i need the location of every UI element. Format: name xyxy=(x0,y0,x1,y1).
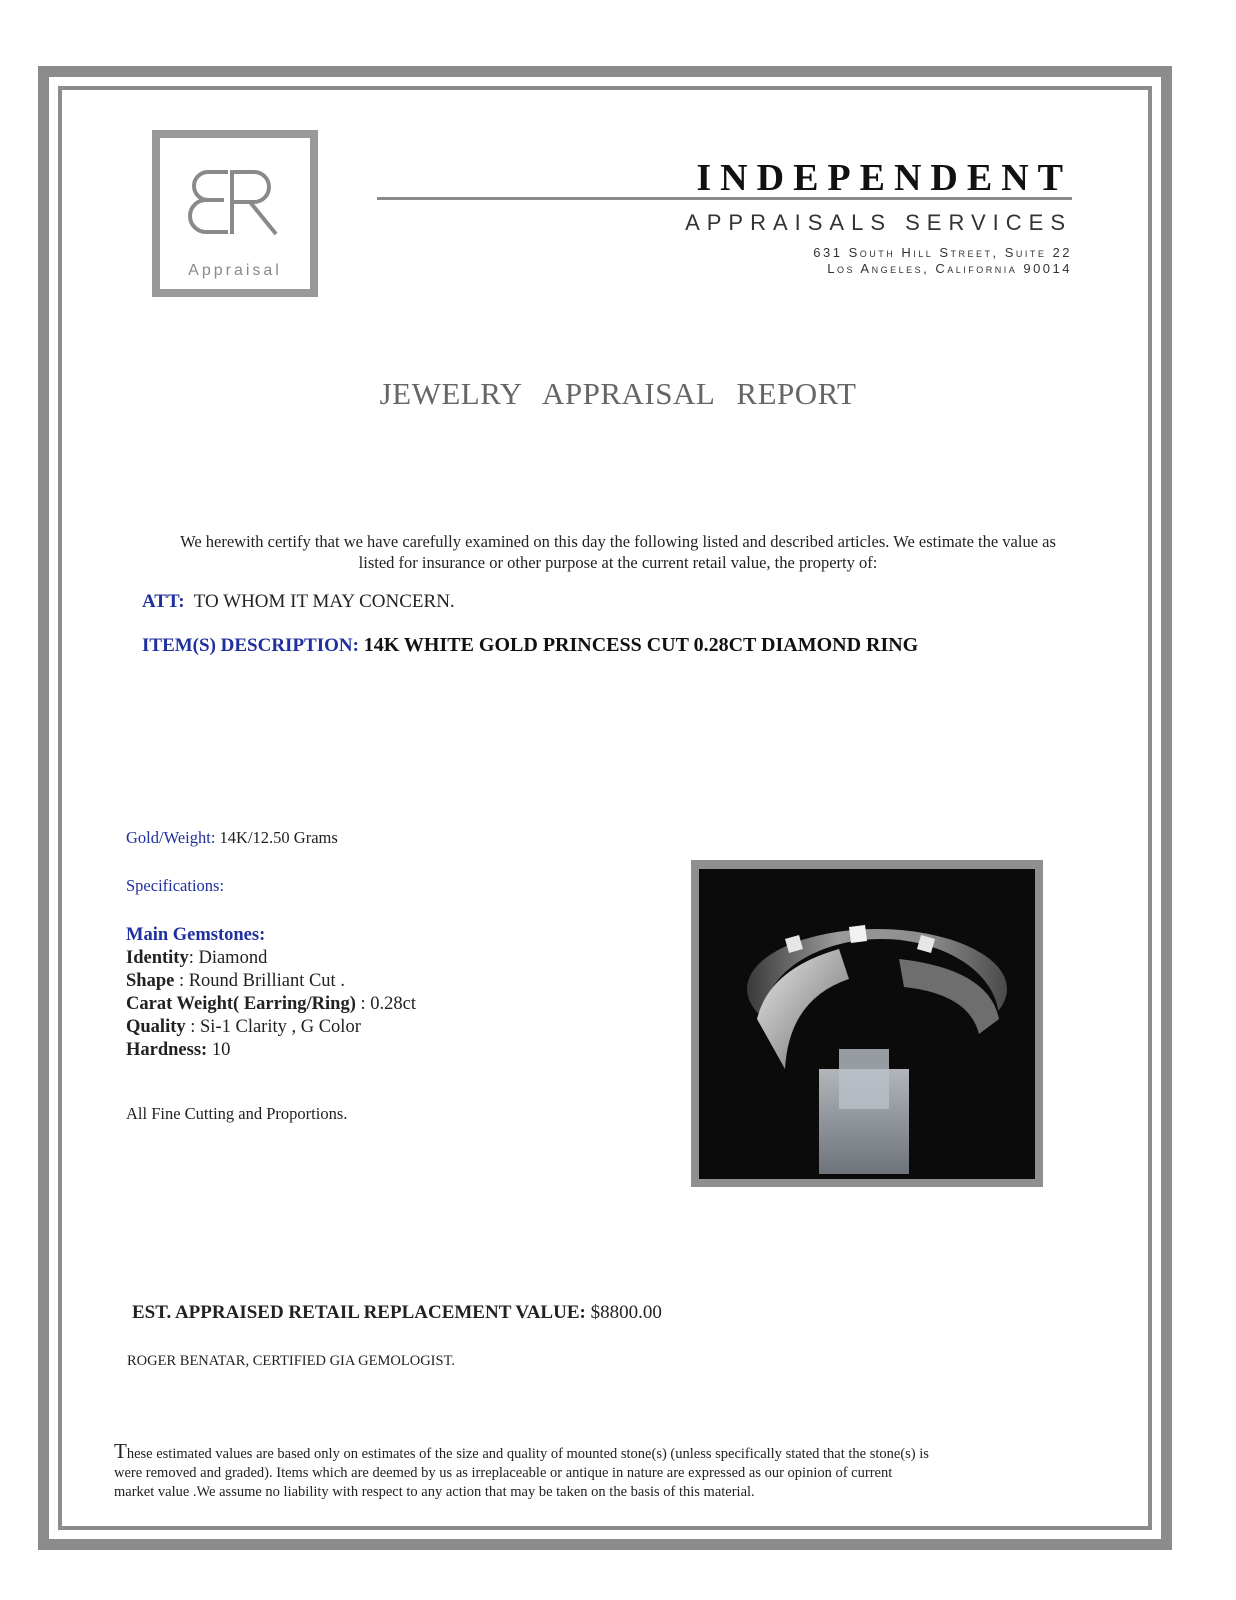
identity-row xyxy=(126,947,416,970)
logo-caption: Appraisal xyxy=(188,262,282,279)
disclaimer-line-3: market value .We assume no liability with respect to any action that may be taken on the basis of this material. xyxy=(114,1484,755,1500)
company-subtitle: APPRAISALS SERVICES xyxy=(685,210,1072,235)
shape-row xyxy=(126,970,416,993)
hardness-label: Hardness: xyxy=(126,1040,208,1060)
quality-value: : Si-1 Clarity , G Color xyxy=(185,1017,361,1037)
identity-label: Identity xyxy=(126,948,189,968)
ring-photo-frame xyxy=(691,860,1043,1187)
att-label: ATT: xyxy=(142,591,185,612)
disclaimer-first-letter: T xyxy=(114,1439,127,1463)
gold-weight-line xyxy=(126,828,338,848)
main-gemstones-label: Main Gemstones: xyxy=(126,925,266,945)
carat-label: Carat Weight( Earring/Ring) xyxy=(126,994,356,1014)
certify-line-1: We herewith certify that we have carefully examined on this day the following listed and described articles. We estimate the value as xyxy=(180,532,1056,551)
identity-value: : Diamond xyxy=(188,948,268,968)
specifications-label: Specifications: xyxy=(126,876,225,895)
carat-value: : 0.28ct xyxy=(355,994,416,1014)
gemstone-details xyxy=(126,924,416,1062)
br-monogram-icon xyxy=(188,168,284,238)
appraisal-logo xyxy=(152,130,318,297)
disclaimer xyxy=(114,1439,1034,1502)
shape-label: Shape xyxy=(126,971,175,991)
company-name: INDEPENDENT xyxy=(696,157,1072,199)
certification-statement xyxy=(140,531,1096,573)
att-value: TO WHOM IT MAY CONCERN. xyxy=(193,591,455,612)
disclaimer-line-1 xyxy=(114,1439,1034,1464)
quality-label: Quality xyxy=(126,1017,186,1037)
gold-weight-label: Gold/Weight: xyxy=(126,828,216,847)
report-title: JEWELRY APPRAISAL REPORT xyxy=(379,376,857,411)
item-description-label: ITEM(S) DESCRIPTION: xyxy=(142,635,359,656)
fine-cutting-note: All Fine Cutting and Proportions. xyxy=(126,1104,348,1123)
carat-row xyxy=(126,993,416,1016)
appraised-value: $8800.00 xyxy=(585,1302,662,1323)
item-description-line xyxy=(142,634,918,657)
gemologist-signature: ROGER BENATAR, CERTIFIED GIA GEMOLOGIST. xyxy=(127,1353,455,1369)
company-address xyxy=(813,245,1072,277)
hardness-value: 10 xyxy=(207,1040,231,1060)
gold-weight-value: 14K/12.50 Grams xyxy=(219,828,338,847)
shape-value: : Round Brilliant Cut . xyxy=(174,971,345,991)
disclaimer-line-2: were removed and graded). Items which are deemed by us as irreplaceable or antique in nature are expressed as our opinion of current xyxy=(114,1465,893,1481)
disclaimer-line-1-text: hese estimated values are based only on estimates of the size and quality of mounted stone(s) (unless specifically stated that the stone(s) is xyxy=(126,1446,929,1462)
hardness-row xyxy=(126,1039,416,1062)
att-line xyxy=(142,591,455,613)
ring-photo xyxy=(699,869,1035,1179)
appraised-value-line xyxy=(132,1302,662,1324)
appraised-value-label: EST. APPRAISED RETAIL REPLACEMENT VALUE: xyxy=(132,1302,586,1323)
quality-row xyxy=(126,1016,416,1039)
certify-line-2: listed for insurance or other purpose at the current retail value, the property of: xyxy=(358,553,878,572)
address-line-2: Los Angeles, California 90014 xyxy=(827,261,1072,276)
address-line-1: 631 South Hill Street, Suite 22 xyxy=(813,245,1072,260)
item-description-value: 14K WHITE GOLD PRINCESS CUT 0.28CT DIAMOND RING xyxy=(363,634,919,656)
